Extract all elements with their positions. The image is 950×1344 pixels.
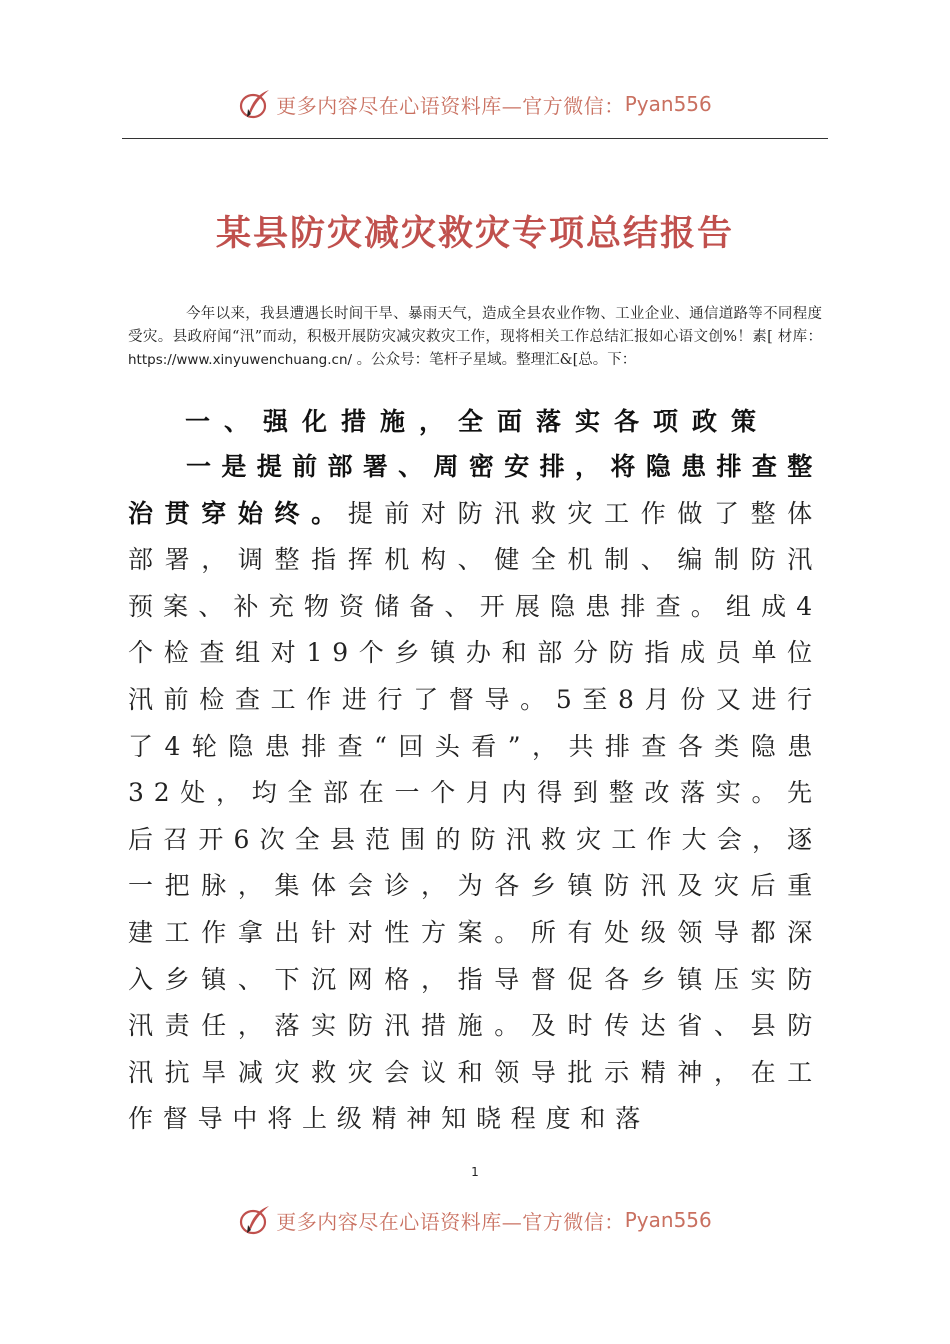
body-paragraph-1 [128, 444, 822, 1143]
quill-logo-icon [238, 1203, 272, 1237]
section-heading-1: 一、强化措施，全面落实各项政策 [185, 407, 771, 436]
quill-logo-icon [238, 87, 272, 121]
banner-text: 更多内容尽在心语资料库—官方微信： [276, 1209, 625, 1234]
intro-url: https://www.xinyuwenchuang.cn/ [128, 352, 353, 368]
page-number: 1 [471, 1165, 479, 1179]
paragraph-lead-bold: 一是提前部署、周密安排，将隐患排查整治贯穿始终。 [128, 452, 822, 528]
banner-wechat-id: Pyan556 [624, 92, 712, 116]
paragraph-text: 提前对防汛救灾工作做了整体部署，调整指挥机构、健全机制、编制防汛预案、补充物资储备、开展隐患排查。组成4个检查组对19个乡镇办和部分防指成员单位汛前检查工作进行了督导。5至8月份又进行了4轮隐患排查“回头看”，共排查各类隐患32处，均全部在一个月内得到整改落实。先后召开6次全县范围的防汛救灾工作大会，逐一把脉，集体会诊，为各乡镇防汛及灾后重建工作拿出针对性方案。所有处级领导都深入乡镇、下沉网格，指导督促各乡镇压实防汛责任，落实防汛措施。及时传达省、县防汛抗旱减灾救灾会议和领导批示精神，在工作督导中将上级精神知晓程度和落 [128, 498, 822, 1134]
intro-paragraph [128, 303, 822, 372]
document-title: 某县防灾减灾救灾专项总结报告 [215, 213, 734, 254]
banner-wechat-id: Pyan556 [624, 1208, 712, 1232]
header-banner [0, 84, 950, 124]
intro-text: 今年以来，我县遭遇长时间干旱、暴雨天气，造成全县农业作物、工业企业、通信道路等不同程度受灾。县政府闻“汛”而动，积极开展防灾减灾救灾工作，现将相关工作总结汇报如心语文创%！素[ 材库： [128, 306, 822, 345]
header-rule [122, 138, 828, 139]
banner-text: 更多内容尽在心语资料库—官方微信： [276, 93, 625, 118]
footer-banner [0, 1200, 950, 1240]
intro-text-tail: 。公众号：笔杆子星域。整理汇&[总。下： [352, 352, 637, 368]
